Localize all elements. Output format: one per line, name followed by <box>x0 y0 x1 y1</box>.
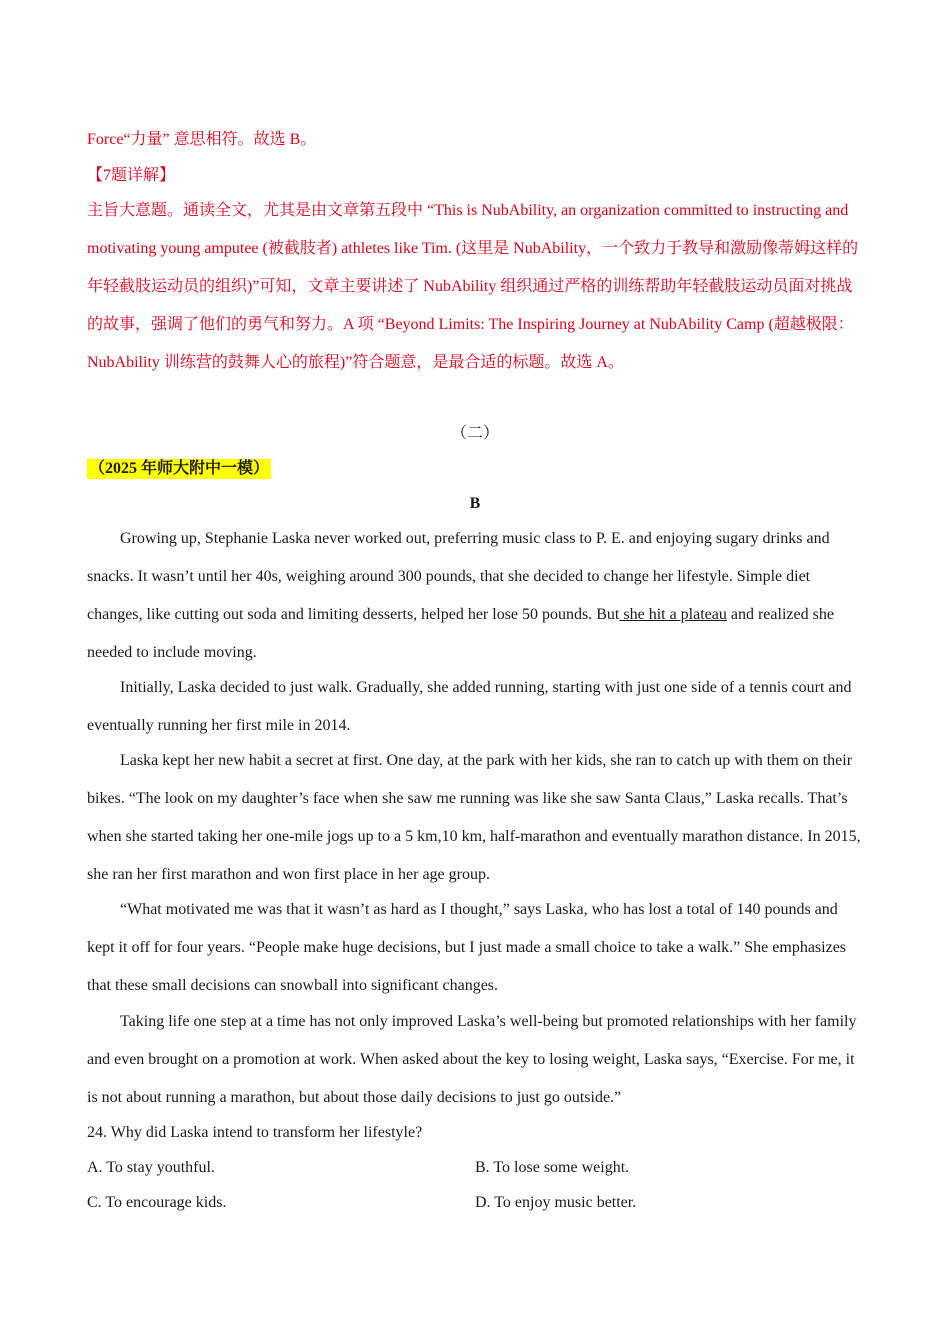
passage-paragraph-1 <box>87 520 867 672</box>
paragraph-1-text-start: Growing up, Stephanie Laska never worked out, preferring music class to P. E. and enjoying sugary drinks and snacks. It wasn’t until her 40s, weighing around 300 pounds, that she decided to change her lifestyle. Simple diet changes, like cutting out soda and limiting desserts, helped her lose 50 pounds. But <box>87 530 830 623</box>
passage-paragraph-2: Initially, Laska decided to just walk. Gradually, she added running, starting with just one side of a tennis court and eventually running her first mile in 2014. <box>87 679 852 734</box>
option-b: B. To lose some weight. <box>475 1159 630 1176</box>
exam-source-highlight: （2025 年师大附中一模） <box>89 460 270 477</box>
option-c: C. To encourage kids. <box>87 1194 227 1211</box>
passage-paragraph-4: “What motivated me was that it wasn’t as hard as I thought,” says Laska, who has lost a total of 140 pounds and kept it off for four years. “People make huge decisions, but I just made a small choice to take a walk.” She emphasizes that these small decisions can snowball into significant changes. <box>87 901 847 994</box>
paragraph-1-text-end: and realized she needed to include moving. <box>87 606 834 661</box>
previous-answer-conclusion: Force“力量” 意思相符。故选 B。 <box>87 131 317 148</box>
option-a: A. To stay youthful. <box>87 1159 215 1176</box>
underlined-phrase: she hit a plateau <box>619 606 727 623</box>
q7-explanation-text: 主旨大意题。通读全文，尤其是由文章第五段中 “This is NubAbility, an organization committed to instructing and motivating young amputee (被截肢者) athletes like Tim. (这里是 NubAbility，一个致力于教导和激励像蒂姆这样的年轻截肢运动员的组织)”可知，文章主要讲述了 NubAbility 组织通过严格的训练帮助年轻截肢运动员面对挑战的故事，强调了他们的勇气和努力。A 项 “Beyond Limits: The Inspiring Journey at NubAbility Camp (超越极限：NubAbility 训练营的鼓舞人心的旅程)”符合题意，是最合适的标题。故选 A。 <box>87 202 859 371</box>
passage-paragraph-3: Laska kept her new habit a secret at first. One day, at the park with her kids, she ran to catch up with them on their bikes. “The look on my daughter’s face when she saw me running was like she saw Santa Claus,” Laska recalls. That’s when she started taking her one-mile jogs up to a 5 km,10 km, half-marathon and eventually marathon distance. In 2015, she ran her first marathon and won first place in her age group. <box>87 752 861 883</box>
option-d: D. To enjoy music better. <box>475 1194 637 1211</box>
q7-explanation-header: 【7题详解】 <box>87 167 176 184</box>
passage-letter: B <box>469 495 481 512</box>
passage-paragraph-5: Taking life one step at a time has not only improved Laska’s well-being but promoted relationships with her family and even brought on a promotion at work. When asked about the key to losing weight, Laska says, “Exercise. For me, it is not about running a marathon, but about those daily decisions to just go outside.” <box>87 1013 857 1106</box>
section-number: （二） <box>450 425 499 442</box>
question-24-stem: 24. Why did Laska intend to transform her lifestyle? <box>87 1124 423 1141</box>
